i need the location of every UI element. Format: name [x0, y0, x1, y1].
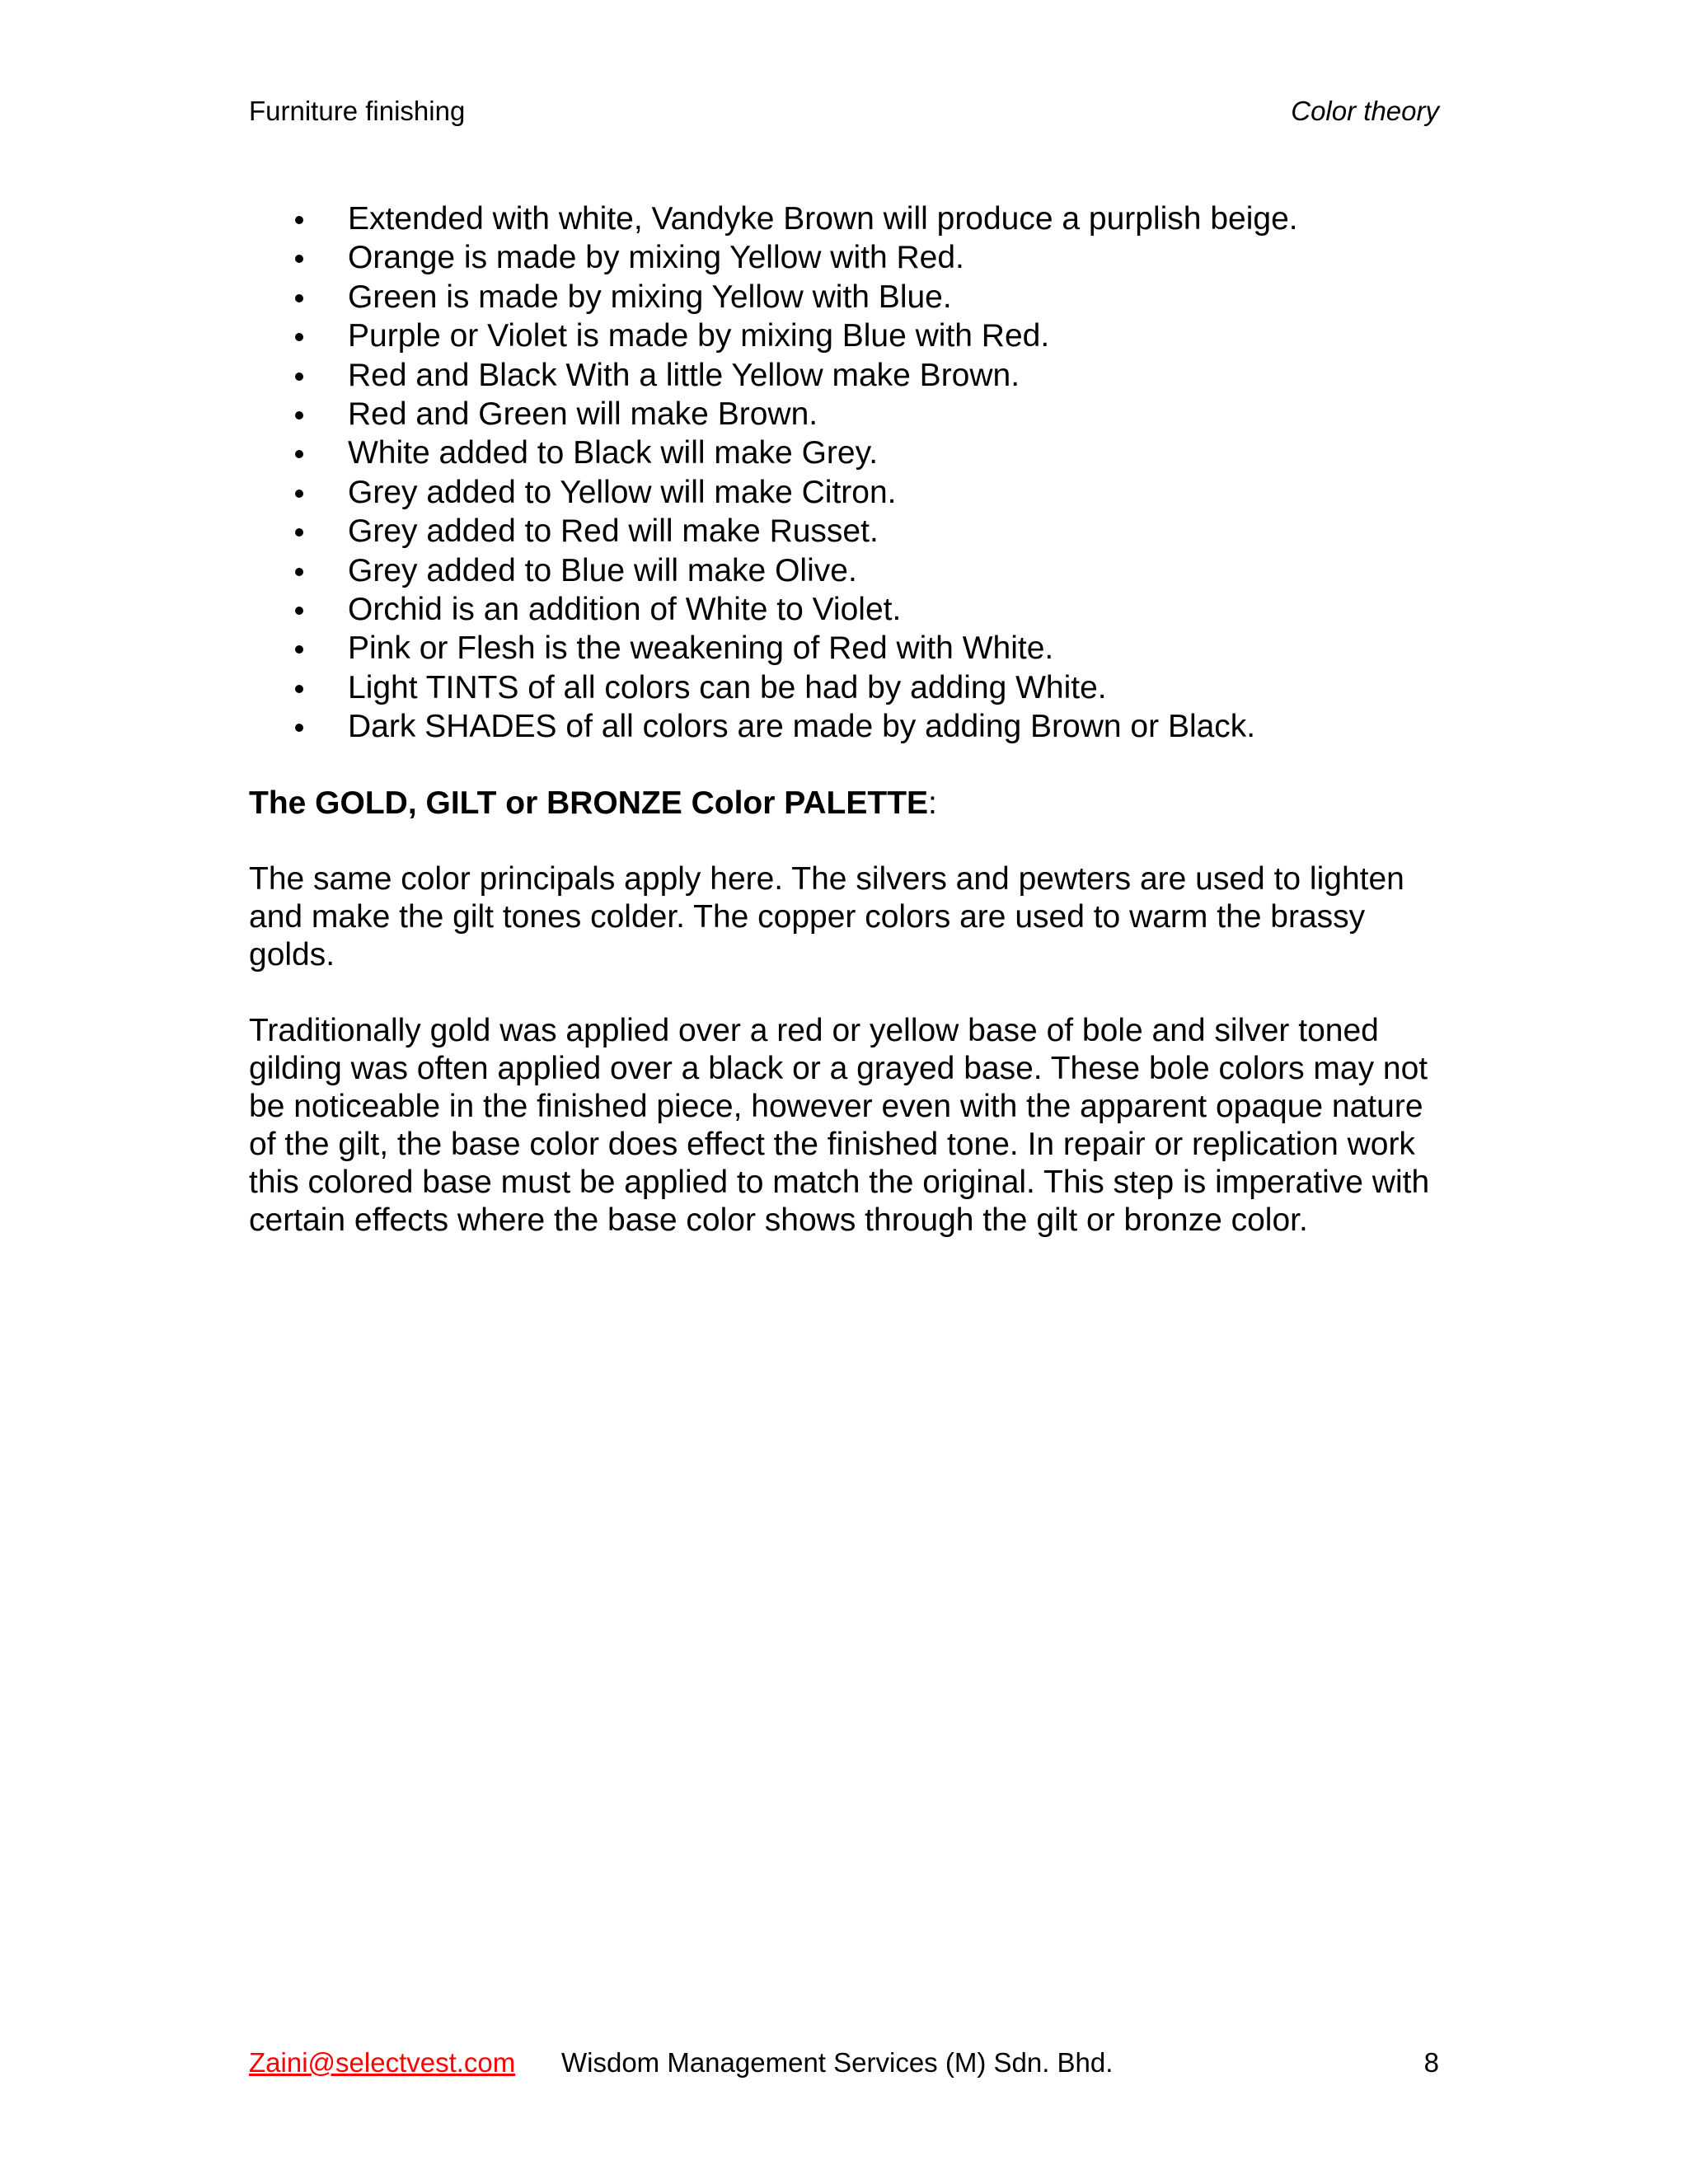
bullet-icon — [295, 528, 303, 537]
paragraph: Traditionally gold was applied over a red or yellow base of bole and silver toned gilding was often applied over a black or a grayed base. These bole colors may not be noticeable in the finished piece, however even with the apparent opaque nature of the gilt, the base color does effect the finished tone. In repair or replication work this colored base must be applied to match the original. This step is imperative with certain effects where the base color shows through the gilt or bronze color. — [249, 1012, 1430, 1238]
bullet-icon — [295, 255, 303, 263]
list-item-text: Red and Black With a little Yellow make Brown. — [348, 357, 1020, 393]
list-item — [249, 238, 1452, 277]
bullet-icon — [295, 607, 303, 615]
list-item — [249, 473, 1452, 512]
page-header — [249, 96, 1439, 135]
list-item-text: Orchid is an addition of White to Violet. — [348, 592, 902, 628]
bullet-icon — [295, 333, 303, 341]
section-heading-colon: : — [928, 785, 937, 821]
list-item — [249, 356, 1452, 395]
list-item-text: Green is made by mixing Yellow with Blue. — [348, 279, 952, 315]
list-item-text: White added to Black will make Grey. — [348, 435, 879, 471]
list-item-text: Pink or Flesh is the weakening of Red with White. — [348, 630, 1054, 667]
list-item — [249, 512, 1452, 551]
footer-email-link[interactable]: Zaini@selectvest.com — [249, 2047, 516, 2078]
list-item-text: Orange is made by mixing Yellow with Red. — [348, 240, 964, 276]
list-item-text: Grey added to Yellow will make Citron. — [348, 474, 897, 510]
bullet-icon — [295, 568, 303, 576]
bullet-icon — [295, 216, 303, 224]
bullet-icon — [295, 373, 303, 381]
header-document-title: Furniture finishing — [249, 96, 466, 126]
section-heading-text: The GOLD, GILT or BRONZE Color PALETTE — [249, 785, 929, 821]
bullet-icon — [295, 490, 303, 498]
list-item — [249, 316, 1452, 355]
list-item — [249, 590, 1452, 629]
header-section-title: Color theory — [1291, 96, 1439, 126]
bullet-icon — [295, 685, 303, 693]
color-mixing-list — [249, 199, 1452, 747]
bullet-icon — [295, 724, 303, 732]
list-item-text: Grey added to Red will make Russet. — [348, 513, 879, 550]
list-item — [249, 629, 1452, 668]
list-item — [249, 278, 1452, 316]
paragraph: The same color principals apply here. The silvers and pewters are used to lighten and make the gilt tones colder. The copper colors are used to warm the brassy golds. — [249, 860, 1404, 972]
list-item — [249, 668, 1452, 707]
list-item — [249, 551, 1452, 590]
list-item-text: Extended with white, Vandyke Brown will produce a purplish beige. — [348, 201, 1298, 237]
footer-company-name: Wisdom Management Services (M) Sdn. Bhd. — [561, 2047, 1114, 2078]
section-heading — [249, 785, 1452, 823]
page-body — [249, 199, 1452, 1240]
page-number: 8 — [1423, 2047, 1439, 2078]
list-item — [249, 707, 1452, 746]
list-item — [249, 434, 1452, 472]
bullet-icon — [295, 645, 303, 654]
list-item — [249, 395, 1452, 434]
bullet-icon — [295, 411, 303, 419]
page-footer — [249, 2047, 1439, 2087]
bullet-icon — [295, 450, 303, 458]
list-item-text: Red and Green will make Brown. — [348, 396, 818, 433]
list-item-text: Dark SHADES of all colors are made by adding Brown or Black. — [348, 709, 1256, 745]
list-item — [249, 199, 1452, 238]
list-item-text: Light TINTS of all colors can be had by adding White. — [348, 669, 1107, 705]
list-item-text: Purple or Violet is made by mixing Blue with Red. — [348, 318, 1050, 354]
list-item-text: Grey added to Blue will make Olive. — [348, 552, 857, 588]
bullet-icon — [295, 294, 303, 302]
